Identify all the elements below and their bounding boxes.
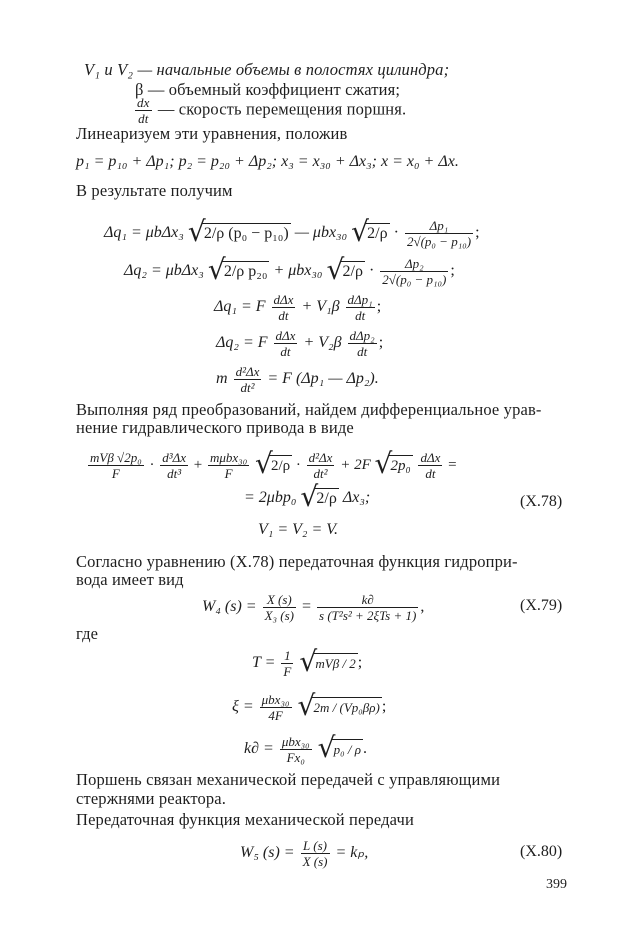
eq78-frac5-num: dΔx: [420, 450, 441, 465]
eq4-mid: + V₂β: [303, 334, 342, 352]
eq78-frac5: [418, 450, 442, 481]
param-T-lhs: T =: [252, 654, 276, 672]
eq5-frac-den: dt²: [240, 380, 255, 395]
eq4-lhs: Δq₂ = F: [216, 334, 268, 352]
equation-x78-line3: V₁ = V₂ = V.: [258, 521, 338, 538]
equation-x80: [240, 838, 368, 869]
eq78-frac4-den: dt²: [313, 466, 328, 481]
eq3-frac1-den: dt: [278, 308, 289, 323]
eq3-end: ;: [376, 298, 382, 316]
param-k-lhs: k∂ =: [244, 740, 274, 758]
eq79-frac2: [317, 592, 418, 623]
eq79-end: ,: [420, 598, 425, 616]
paragraph-piston-line2: стержнями реактора.: [76, 789, 227, 808]
eq-dq2-lhs: Δq₂ = μbΔx₃: [124, 262, 204, 280]
paragraph-result: В результате получим: [76, 181, 233, 200]
paragraph-transform-line2: нение гидравлического привода в виде: [76, 418, 354, 437]
eq-dq2-frac-den: 2√(p₀ − p₁₀): [382, 272, 447, 287]
eq80-frac-den: X (s): [302, 854, 328, 869]
eq79-equals: =: [302, 598, 312, 616]
eq79-lhs: W₄ (s) =: [202, 598, 257, 616]
eq78-frac3-num: mμbx₃₀: [210, 450, 248, 465]
param-T-frac-den: F: [283, 664, 292, 679]
param-xi-end: ;: [381, 698, 387, 716]
eq3-frac1-num: dΔx: [273, 292, 294, 307]
eq79-frac2-den: s (T²s² + 2ξTs + 1): [319, 608, 417, 623]
eq78-radicand2: 2p₀: [389, 455, 413, 476]
paragraph-transfer-line1: Согласно уравнению (X.78) передаточная функция гидропри-: [76, 552, 518, 571]
sqrt-icon: [375, 455, 413, 476]
param-xi-radicand: 2m / (Vp₀βρ): [312, 697, 382, 718]
sqrt-icon: [327, 261, 365, 282]
param-k-frac-num: μbx₃₀: [281, 734, 310, 749]
eq5-rhs: = F (Δp₁ — Δp₂).: [267, 370, 379, 388]
equation-motion: [216, 364, 379, 395]
eq78-frac2: [160, 450, 188, 481]
eq4-frac2-num: dΔp₂: [349, 328, 375, 343]
eq79-frac1-den: X₃ (s): [264, 608, 295, 623]
equation-x79: [202, 592, 424, 623]
eq4-frac1: [274, 328, 298, 359]
eq78-line2-rhs: Δx₃;: [342, 489, 371, 507]
eq78-frac1-den: F: [111, 466, 120, 481]
eq-dq2-radicand: 2/ρ p₂₀: [223, 263, 268, 280]
param-k-end: .: [363, 740, 368, 758]
equation-param-xi: [232, 692, 386, 723]
eq4-frac2-den: dt: [357, 344, 368, 359]
eq5-frac-num: d²Δx: [235, 364, 260, 379]
equation-linearize: p₁ = p₁₀ + Δp₁; p₂ = p₂₀ + Δp₂; x₃ = x₃₀ + Δx₃; x = x₀ + Δx.: [76, 153, 459, 170]
equation-param-T: [252, 648, 362, 679]
eq-dq2-frac-num: Δp₂: [380, 256, 448, 272]
param-xi-frac-num: μbx₃₀: [261, 692, 290, 707]
eq3-mid: + V₁β: [301, 298, 340, 316]
eq-dq1-frac-den: 2√(p₀ − p₁₀): [406, 234, 472, 249]
equation-dq1: Δq₁ = μbΔx₃ √ 2/ρ (p₀ − p₁₀) — μbx₃₀ √ 2/ρ · $\frac{\text{Δp₁}}{\text{2√(p₀ − p₁₀)}}$ ;: [104, 218, 480, 249]
eq78-equals: =: [448, 456, 457, 473]
eq78-line2-radicand: 2/ρ: [316, 490, 337, 507]
eq3-frac1: [272, 292, 296, 323]
paragraph-mechanical: Передаточная функция механической передачи: [76, 810, 414, 829]
eq-dq2-fraction: [380, 256, 448, 287]
sqrt-icon: [318, 739, 363, 760]
eq78-frac4-num: d²Δx: [308, 450, 333, 465]
definition-line-volumes: [84, 60, 449, 80]
definition-beta-text: β — объемный коэффициент сжатия;: [135, 80, 401, 99]
equation-dq2: Δq₂ = μbΔx₃ √ 2/ρ p₂₀ + μbx₃₀ √ 2/ρ · $\frac{\text{Δp₂}}{\text{2√(p₀ − p₁₀)}}$ ;: [124, 256, 455, 287]
eq-dq2-radicand2: 2/ρ: [342, 263, 363, 280]
eq78-plus2: + 2F: [340, 456, 371, 473]
eq78-plus1: +: [193, 456, 203, 473]
sqrt-icon: [299, 653, 357, 674]
param-T-radicand: mVβ / 2: [313, 653, 357, 674]
eq4-frac2: [348, 328, 377, 359]
eq78-frac2-den: dt³: [167, 466, 182, 481]
paragraph-linearize: Линеаризуем эти уравнения, положив: [76, 124, 348, 143]
eq78-frac1: [88, 450, 144, 481]
eq79-frac1: [263, 592, 296, 623]
eq4-frac1-num: dΔx: [275, 328, 296, 343]
page-number: 399: [546, 877, 567, 892]
eq-dq1-fraction: [405, 218, 473, 249]
eq5-mass: m: [216, 370, 228, 388]
param-k-radicand: p₀ / ρ: [332, 739, 363, 760]
eq80-frac: [301, 838, 330, 869]
eq78-frac1-num: mVβ √2p₀: [90, 450, 142, 465]
eq-dq1-radicand: 2/ρ (p₀ − p₁₀): [203, 225, 289, 242]
velocity-fraction: [135, 95, 152, 126]
equation-x78-line1: [86, 450, 457, 481]
velocity-fraction-den: dt: [138, 111, 149, 126]
param-T-end: ;: [357, 654, 363, 672]
eq79-frac1-num: X (s): [263, 592, 296, 608]
eq5-frac: [234, 364, 262, 395]
paragraph-piston-line1: Поршень связан механической передачей с управляющими: [76, 770, 501, 789]
sqrt-icon: [351, 223, 389, 244]
eq3-lhs: Δq₁ = F: [214, 298, 266, 316]
equation-x78-line2: [244, 488, 370, 509]
eq-dq1-radicand2: 2/ρ: [367, 225, 388, 242]
eq78-frac5-den: dt: [425, 466, 436, 481]
eq-dq1-frac-num: Δp₁: [405, 218, 473, 234]
eq78-dot1: ·: [149, 456, 155, 473]
eq-dq2-mid: + μbx₃₀: [273, 262, 323, 280]
eq80-rhs: = kₚ,: [335, 844, 369, 862]
eq78-radicand: 2/ρ: [269, 455, 292, 476]
eq78-frac3-den: F: [224, 466, 233, 481]
eq-dq1-lhs: Δq₁ = μbΔx₃: [104, 224, 184, 242]
equation-dq2-force: [216, 328, 383, 359]
param-k-frac-den: Fx₀: [286, 750, 305, 765]
definition-volumes-text: V₁ и V₂ — начальные объемы в полостях цилиндра;: [84, 60, 450, 79]
velocity-fraction-num: dx: [137, 95, 150, 110]
eq3-frac2: [346, 292, 375, 323]
sqrt-icon: [300, 488, 338, 509]
eq78-line2-lhs: = 2μbp₀: [244, 489, 297, 507]
eq78-frac3: [208, 450, 249, 481]
eq79-frac2-num: k∂: [317, 592, 418, 608]
eq3-frac2-num: dΔp₁: [347, 292, 373, 307]
param-k-frac: [280, 734, 312, 765]
sqrt-icon: [208, 261, 270, 282]
sqrt-icon: [188, 223, 291, 244]
paragraph-transfer-line2: вода имеет вид: [76, 570, 184, 589]
equation-number-x80: (X.80): [520, 843, 563, 860]
eq-dq1-mid: — μbx₃₀: [294, 224, 348, 242]
definition-velocity-text: — скорость перемещения поршня.: [157, 99, 407, 119]
word-where: где: [76, 624, 99, 643]
param-xi-frac: [260, 692, 292, 723]
eq80-lhs: W₅ (s) =: [240, 844, 295, 862]
paragraph-transform-line1: Выполняя ряд преобразований, найдем дифференциальное урав-: [76, 400, 542, 419]
eq80-frac-num: L (s): [301, 838, 330, 854]
eq78-frac2-num: d³Δx: [162, 450, 187, 465]
param-T-frac: [281, 648, 293, 679]
param-xi-lhs: ξ =: [232, 698, 254, 716]
equation-number-x78: (X.78): [520, 493, 563, 510]
eq78-frac4: [307, 450, 335, 481]
sqrt-icon: [298, 697, 382, 718]
param-xi-frac-den: 4F: [268, 708, 283, 723]
eq4-frac1-den: dt: [280, 344, 291, 359]
equation-param-k: [244, 734, 367, 765]
eq3-frac2-den: dt: [355, 308, 366, 323]
param-T-frac-num: 1: [281, 648, 293, 664]
eq4-end: ;: [378, 334, 384, 352]
sqrt-icon: [255, 455, 292, 476]
eq78-dot2: ·: [295, 456, 301, 473]
equation-number-x79: (X.79): [520, 597, 563, 614]
equation-dq1-force: [214, 292, 381, 323]
definition-line-velocity: [133, 95, 406, 126]
